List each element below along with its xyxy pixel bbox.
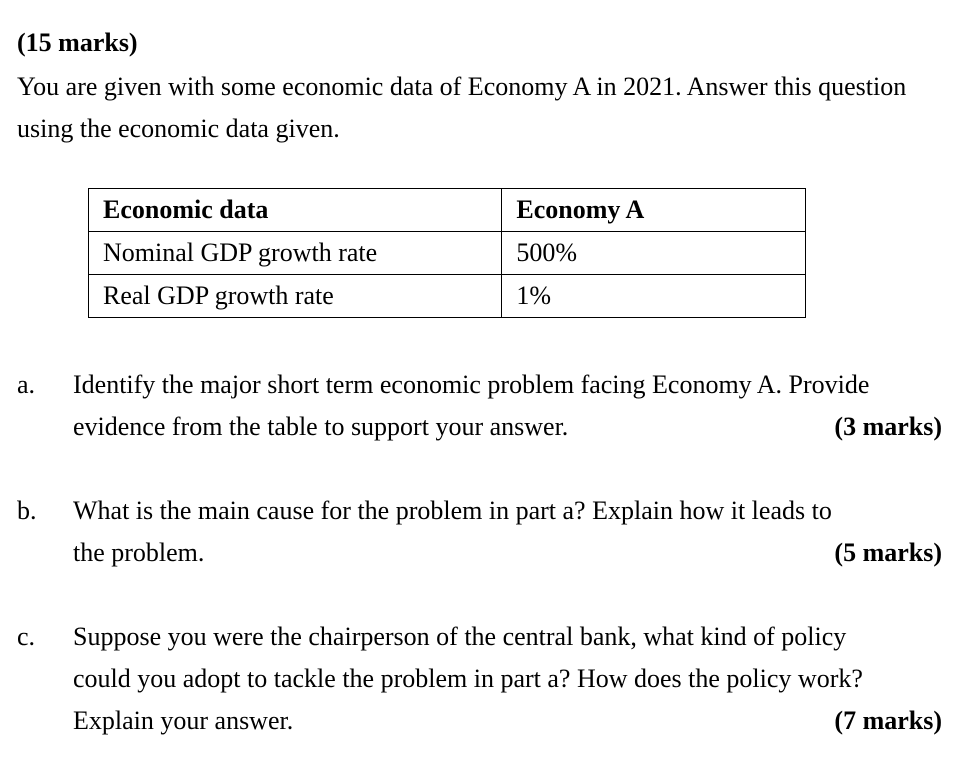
question-marks: (7 marks) bbox=[834, 706, 942, 735]
table-cell: 500% bbox=[502, 232, 806, 275]
question-letter: c. bbox=[17, 622, 36, 651]
table-header-cell: Economy A bbox=[502, 189, 806, 232]
question-line: What is the main cause for the problem in part a? Explain how it leads to bbox=[73, 496, 832, 525]
question-line: Suppose you were the chairperson of the central bank, what kind of policy bbox=[73, 622, 847, 651]
question-b bbox=[17, 490, 942, 580]
question-line: Identify the major short term economic problem facing Economy A. Provide bbox=[73, 370, 870, 399]
question-line: the problem. bbox=[73, 538, 205, 567]
question-line: Explain your answer. bbox=[73, 706, 294, 735]
question-body bbox=[73, 364, 942, 448]
question-marks: (5 marks) bbox=[834, 538, 942, 567]
intro-text: You are given with some economic data of Economy A in 2021. Answer this question using the economic data given. bbox=[17, 72, 907, 143]
question-last-line bbox=[73, 700, 942, 742]
question-marks: (3 marks) bbox=[834, 412, 942, 441]
question-last-line bbox=[73, 532, 942, 574]
question-body bbox=[73, 490, 942, 574]
question-letter: b. bbox=[17, 496, 37, 525]
table-row bbox=[89, 275, 806, 318]
economic-data-table bbox=[88, 188, 806, 318]
question-c bbox=[17, 616, 942, 746]
question-letter: a. bbox=[17, 370, 36, 399]
question-last-line bbox=[73, 406, 942, 448]
question-line: could you adopt to tackle the problem in part a? How does the policy work? bbox=[73, 664, 863, 693]
question-line: evidence from the table to support your answer. bbox=[73, 412, 569, 441]
table-cell: Nominal GDP growth rate bbox=[89, 232, 502, 275]
table-header-cell: Economic data bbox=[89, 189, 502, 232]
table-cell: 1% bbox=[502, 275, 806, 318]
question-a bbox=[17, 364, 942, 454]
question-body bbox=[73, 616, 942, 742]
total-marks: (15 marks) bbox=[17, 28, 138, 57]
table-row bbox=[89, 232, 806, 275]
table-header-row bbox=[89, 189, 806, 232]
table-cell: Real GDP growth rate bbox=[89, 275, 502, 318]
